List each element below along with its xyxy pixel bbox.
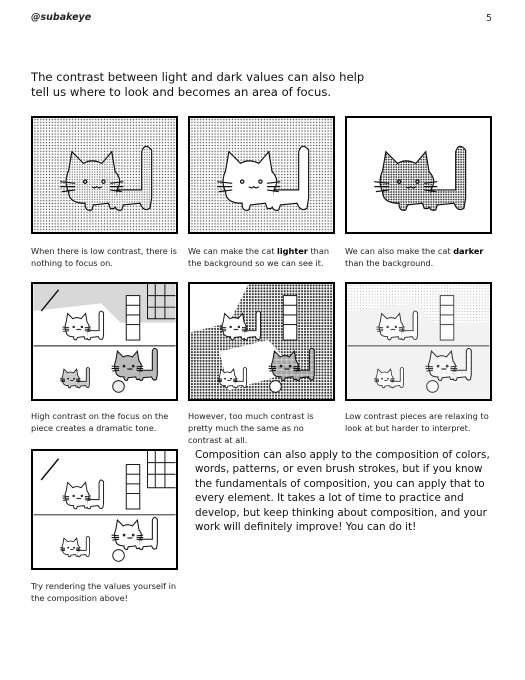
caption-too-much-contrast: However, too much contrast is pretty much the same as no contrast at all. (188, 411, 314, 445)
scene-illustration-high-contrast (33, 284, 176, 399)
caption-text: We can make the cat (188, 246, 278, 256)
panel-lighter-cat (188, 116, 335, 234)
caption-text: than the background. (345, 258, 434, 268)
caption-emphasis: lighter (277, 246, 308, 256)
author-handle: @subakeye (31, 12, 92, 23)
panel-low-contrast-scene (345, 282, 492, 401)
panel-lineart-scene (31, 449, 178, 570)
cat-illustration-darker (347, 118, 490, 232)
caption-text: We can also make the cat (345, 246, 454, 256)
scene-illustration-low-contrast (347, 284, 490, 399)
panel-high-contrast-scene (31, 282, 178, 401)
page-number: 5 (485, 13, 492, 24)
scene-illustration-lineart (33, 451, 176, 568)
composition-paragraph: Composition can also apply to the composition of colors, words, patterns, or even brush strokes, but if you know the fundamentals of composition, you can apply that to every element. It takes a lot of time to practice and develop, but keep thinking about composition, and your work will definitely improve! You can do it! (195, 449, 490, 534)
panel-too-much-contrast-scene (188, 282, 335, 401)
panel-darker-cat (345, 116, 492, 234)
caption-high-contrast: High contrast on the focus on the piece creates a dramatic tone. (31, 411, 169, 433)
cat-illustration-low-contrast (33, 118, 176, 232)
scene-illustration-too-much-contrast (190, 284, 333, 399)
cat-illustration-lighter (190, 118, 333, 232)
caption-emphasis: darker (453, 246, 484, 256)
caption-low-contrast-scene: Low contrast pieces are relaxing to look at but harder to interpret. (345, 411, 489, 433)
caption-darker-cat (345, 245, 495, 269)
intro-text: The contrast between light and dark values can also help tell us where to look and becomes an area of focus. (31, 70, 365, 99)
caption-low-contrast: When there is low contrast, there is nothing to focus on. (31, 246, 177, 268)
panel-low-contrast (31, 116, 178, 234)
caption-lighter-cat (188, 245, 336, 269)
caption-text: than the background so we can see it. (188, 246, 330, 268)
caption-try-rendering: Try rendering the values yourself in the composition above! (31, 581, 177, 603)
